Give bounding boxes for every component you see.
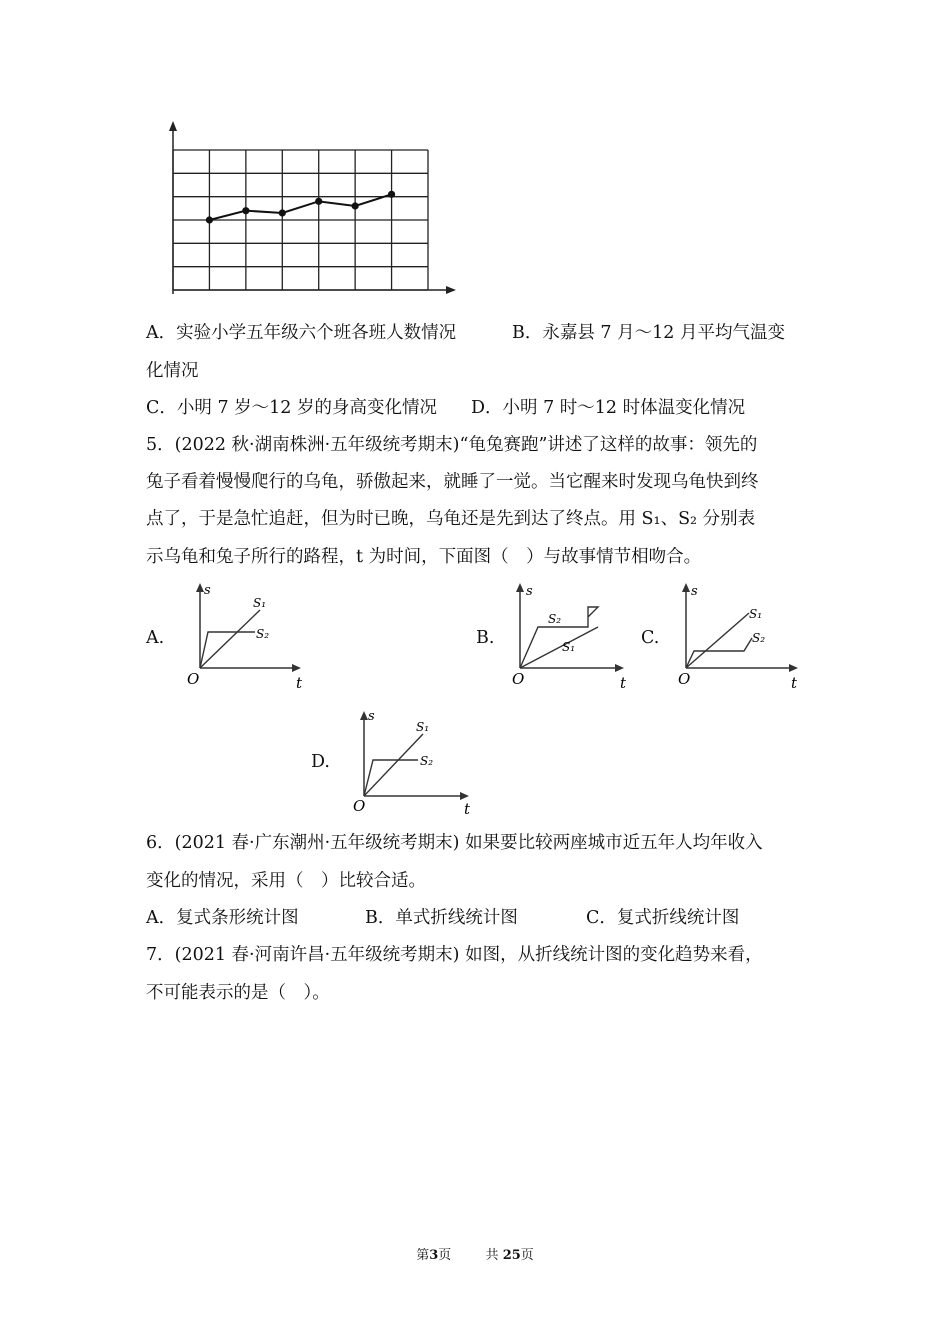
q4-option-cd — [146, 396, 816, 420]
graph-a-s2-line — [200, 632, 255, 668]
graph-a-s1-line — [200, 610, 260, 668]
graph-d-s1-line — [364, 734, 423, 796]
footer-total-suffix: 页 — [520, 1248, 534, 1263]
q4-option-a-text: A．实验小学五年级六个班各班人数情况 — [146, 323, 457, 343]
page-footer — [0, 1244, 950, 1263]
graph-a-axis-y: s — [204, 583, 211, 598]
graph-d-axis-y: s — [368, 709, 375, 724]
data-point — [388, 191, 395, 198]
graph-d-label: D. — [311, 752, 330, 772]
graph-c-origin: O — [678, 670, 691, 688]
graph-b-axis-x: t — [620, 674, 627, 692]
data-point — [242, 207, 249, 214]
graph-c-s1-line — [686, 613, 749, 668]
q7-line1: 7．(2021 春·河南许昌·五年级统考期末) 如图，从折线统计图的变化趋势来看， — [146, 945, 763, 965]
graph-c-axis-y: s — [691, 584, 698, 599]
graph-a — [180, 580, 310, 692]
graph-b-s1: S₁ — [562, 640, 576, 654]
q6-line1: 6．(2021 春·广东潮州·五年级统考期末) 如果要比较两座城市近五年人均年收入 — [146, 833, 763, 853]
q6-line2: 变化的情况，采用（ ）比较合适。 — [146, 871, 426, 891]
q5-line1: 5．(2022 秋·湖南株洲·五年级统考期末)“龟兔赛跑”讲述了这样的故事：领先的 — [146, 435, 758, 455]
q7-line2: 不可能表示的是（ ）。 — [146, 983, 330, 1003]
graph-a-axis-x: t — [296, 674, 303, 692]
graph-b-label: B. — [476, 628, 495, 648]
graph-a-label: A. — [146, 628, 165, 648]
graph-c — [674, 580, 810, 692]
data-point — [206, 216, 213, 223]
q6-option-a: A．复式条形统计图 — [146, 908, 299, 928]
q4-option-a — [146, 321, 816, 345]
graph-c-axis-x: t — [791, 674, 798, 692]
footer-page-suffix: 页 — [438, 1248, 452, 1263]
graph-c-label: C. — [641, 628, 660, 648]
graph-c-s2: S₂ — [752, 631, 766, 645]
q4-option-d-text: D．小明 7 时～12 时体温变化情况 — [471, 398, 746, 418]
series-line — [209, 194, 391, 220]
graph-b-s2: S₂ — [548, 612, 562, 626]
x-axis-arrow — [446, 286, 456, 294]
graph-d — [350, 704, 480, 816]
data-point — [315, 198, 322, 205]
q6-option-c: C．复式折线统计图 — [586, 908, 740, 928]
graph-d-axis-x: t — [464, 800, 471, 816]
graph-c-s1: S₁ — [749, 607, 763, 621]
q6-option-b: B．单式折线统计图 — [365, 908, 518, 928]
q4-option-b-text: B．永嘉县 7 月～12 月平均气温变 — [512, 323, 785, 343]
footer-page-prefix: 第 — [416, 1248, 430, 1263]
q5-line2: 兔子看着慢慢爬行的乌龟，骄傲起来，就睡了一觉。当它醒来时发现乌龟快到终 — [146, 472, 759, 492]
graph-b-axis-y: s — [526, 584, 533, 599]
graph-d-s2-line — [364, 760, 418, 796]
graph-b-s1-line — [520, 627, 598, 668]
graph-c-s2-line — [686, 638, 752, 668]
q5-line3: 点了，于是急忙追赶，但为时已晚，乌龟还是先到达了终点。用 S₁、S₂ 分别表 — [146, 509, 756, 529]
graph-d-s1: S₁ — [416, 720, 430, 734]
line-chart — [160, 118, 460, 300]
graph-d-s2: S₂ — [420, 754, 434, 768]
graph-b-origin: O — [512, 670, 525, 688]
q4-option-c-text: C．小明 7 岁～12 岁的身高变化情况 — [146, 398, 437, 418]
y-axis-arrow — [169, 121, 177, 131]
data-point — [352, 202, 359, 209]
footer-total-num: 25 — [502, 1248, 521, 1263]
q4-option-b-cont: 化情况 — [146, 361, 199, 381]
data-point — [279, 209, 286, 216]
q5-line4: 示乌龟和兔子所行的路程，t 为时间，下面图（ ）与故事情节相吻合。 — [146, 547, 702, 567]
graph-a-s2: S₂ — [256, 627, 270, 641]
footer-page-num: 3 — [429, 1248, 439, 1263]
graph-a-origin: O — [187, 670, 200, 688]
graph-a-s1: S₁ — [253, 596, 267, 610]
graph-d-origin: O — [353, 797, 366, 815]
footer-total-prefix: 共 — [485, 1248, 499, 1263]
graph-b — [508, 580, 638, 692]
